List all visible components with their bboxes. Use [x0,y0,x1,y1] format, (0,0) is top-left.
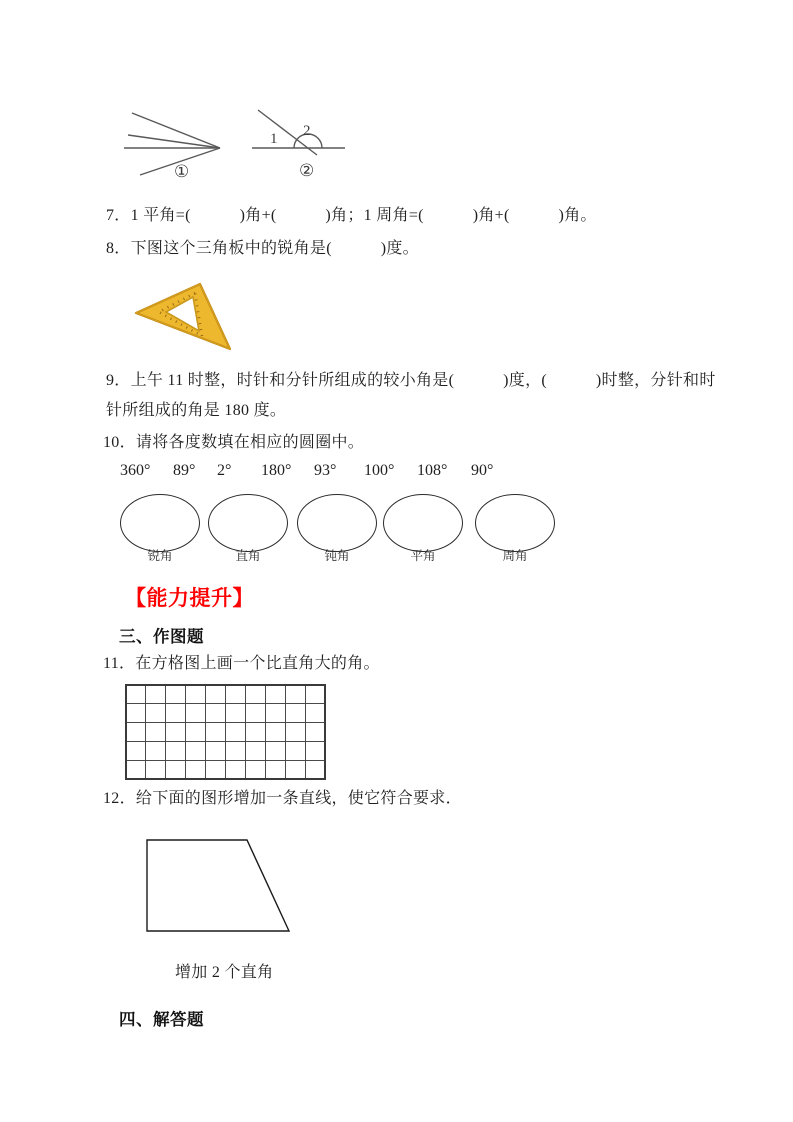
ability-upgrade-heading: 【能力提升】 [125,587,254,610]
sorting-circle-acute [120,494,200,552]
degree-value: 108° [417,462,448,479]
circle-label: 平角 [410,549,436,563]
degree-value: 90° [471,462,494,479]
circle-label: 周角 [502,549,528,563]
figure-2-label: ② [299,161,315,181]
set-square-image [128,278,243,356]
grid-figure [125,684,327,780]
degree-value: 360° [120,462,151,479]
angle-2-label: 2 [303,123,311,139]
circle-label: 直角 [235,549,261,563]
circle-label: 锐角 [147,549,173,563]
section-four-title: 四、解答题 [119,1011,204,1029]
trapezoid-figure [140,835,300,940]
angle-rays-figure [112,98,232,183]
degree-value: 89° [173,462,196,479]
question-12-caption: 增加 2 个直角 [175,964,274,981]
degree-value: 93° [314,462,337,479]
question-10: 10．请将各度数填在相应的圆圈中。 [103,434,365,451]
question-8: 8．下图这个三角板中的锐角是( )度。 [106,240,419,257]
question-12: 12．给下面的图形增加一条直线，使它符合要求． [103,790,462,807]
degree-value: 180° [261,462,292,479]
degree-value: 100° [364,462,395,479]
degree-value: 2° [217,462,232,479]
question-11: 11．在方格图上画一个比直角大的角。 [103,655,380,672]
figure-1-label: ① [174,162,190,182]
sorting-circle-obtuse [297,494,377,552]
question-9-line2: 针所组成的角是 180 度。 [106,402,287,419]
sorting-circle-right [208,494,288,552]
sorting-circle-straight [383,494,463,552]
sorting-circle-full [475,494,555,552]
angle-1-label: 1 [270,131,278,147]
section-three-title: 三、作图题 [119,628,204,646]
circle-label: 钝角 [324,549,350,563]
question-7: 7．1 平角=( )角+( )角；1 周角=( )角+( )角。 [106,207,597,224]
question-9-line1: 9．上午 11 时整，时针和分针所组成的较小角是( )度，( )时整，分针和时 [106,372,716,389]
